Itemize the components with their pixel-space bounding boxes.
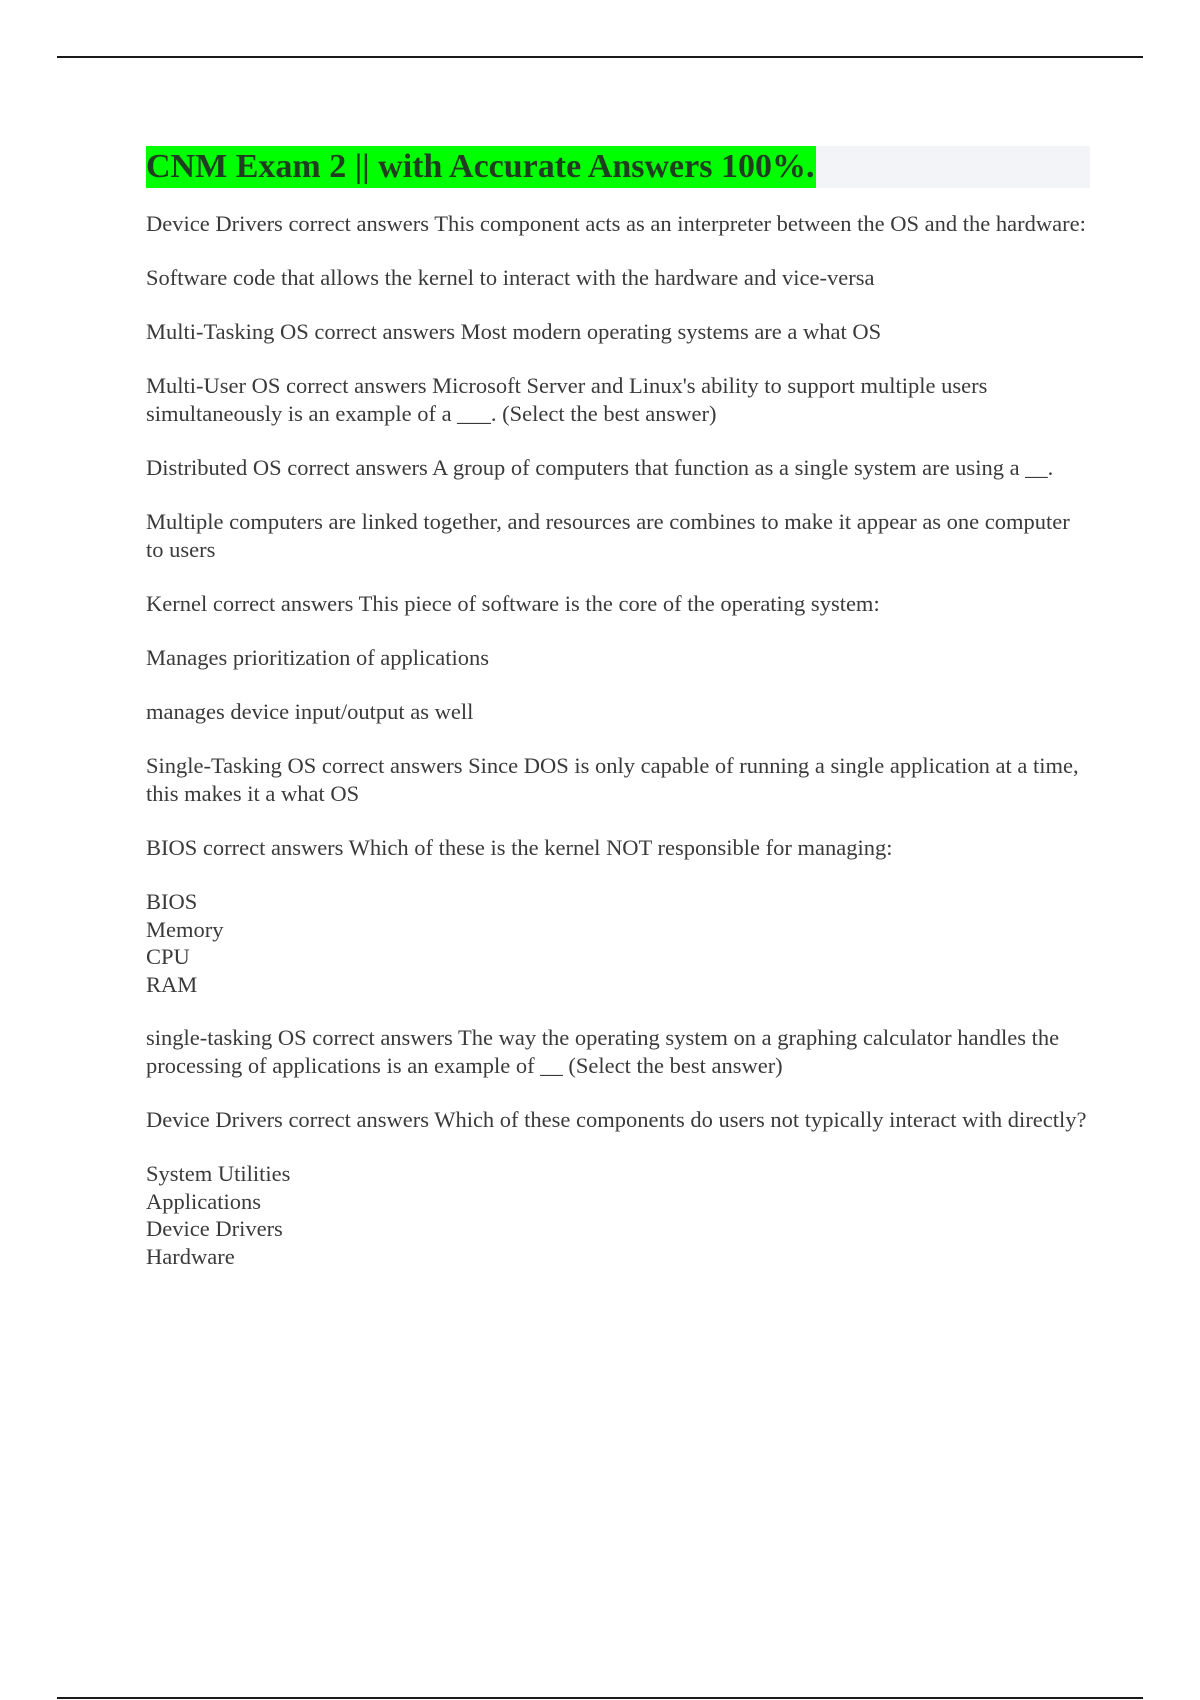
- paragraph: Distributed OS correct answers A group of computers that function as a single system are using a __.: [146, 455, 1054, 480]
- paragraph: Software code that allows the kernel to interact with the hardware and vice-versa: [146, 265, 875, 290]
- paragraph: single-tasking OS correct answers The way the operating system on a graphing calculator handles the processing of applications is an example of __ (Select the best answer): [146, 1025, 1060, 1078]
- answer-options-list: [146, 888, 1090, 998]
- answer-options-list: [146, 1160, 1090, 1270]
- list-item: System Utilities: [146, 1161, 291, 1186]
- list-item: Memory: [146, 916, 224, 942]
- list-item: CPU: [146, 944, 190, 969]
- paragraph: manages device input/output as well: [146, 699, 474, 724]
- paragraph: Manages prioritization of applications: [146, 645, 490, 670]
- footer-rule: [57, 1697, 1143, 1699]
- paragraph: Multi-User OS correct answers Microsoft Server and Linux's ability to support multiple users simultaneously is an example of a ___. (Select the best answer): [146, 373, 988, 426]
- paragraph: BIOS correct answers Which of these is the kernel NOT responsible for managing:: [146, 835, 893, 860]
- list-item: Hardware: [146, 1243, 235, 1269]
- list-item: BIOS: [146, 889, 198, 914]
- paragraph: Kernel correct answers This piece of software is the core of the operating system:: [146, 591, 880, 616]
- header-rule: [57, 56, 1143, 58]
- document-body: [146, 146, 1090, 1296]
- list-item: RAM: [146, 971, 198, 997]
- list-item: Device Drivers: [146, 1216, 283, 1241]
- document-title: CNM Exam 2 || with Accurate Answers 100%.: [146, 146, 816, 188]
- list-item: Applications: [146, 1188, 261, 1214]
- paragraph: Multiple computers are linked together, and resources are combines to make it appear as one computer to users: [146, 509, 1070, 562]
- title-band: [146, 146, 1090, 188]
- paragraph: Device Drivers correct answers Which of these components do users not typically interact with directly?: [146, 1107, 1087, 1132]
- paragraph: Device Drivers correct answers This component acts as an interpreter between the OS and the hardware:: [146, 211, 1086, 236]
- paragraph: Multi-Tasking OS correct answers Most modern operating systems are a what OS: [146, 319, 882, 344]
- paragraph: Single-Tasking OS correct answers Since DOS is only capable of running a single application at a time, this makes it a what OS: [146, 753, 1079, 806]
